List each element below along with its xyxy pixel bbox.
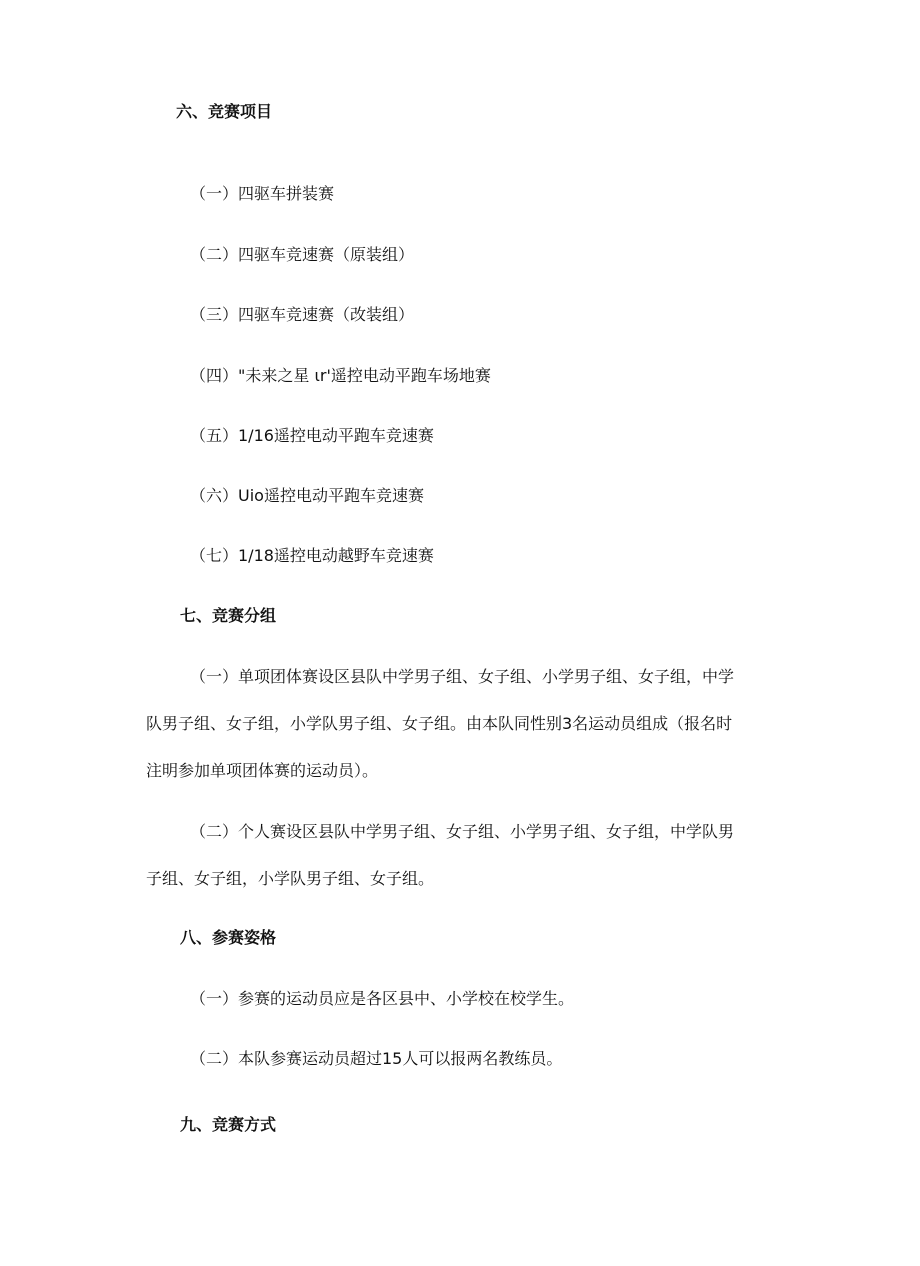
list-item: （五）1/16遥控电动平跑车竞速赛 xyxy=(190,426,434,445)
list-item: （四）"未来之星 ιr'遥控电动平跑车场地赛 xyxy=(190,366,491,385)
paragraph-line: （一）单项团体赛设区县队中学男子组、女子组、小学男子组、女子组，中学 xyxy=(190,667,735,686)
list-item: （六）Uio遥控电动平跑车竞速赛 xyxy=(190,486,424,505)
paragraph-line: 子组、女子组，小学队男子组、女子组。 xyxy=(146,869,435,888)
section-heading-nine: 九、竞赛方式 xyxy=(180,1115,277,1134)
list-item: （一）参赛的运动员应是各区县中、小学校在校学生。 xyxy=(190,989,575,1008)
list-item: （三）四驱车竞速赛（改装组） xyxy=(190,305,415,324)
section-heading-eight: 八、参赛姿格 xyxy=(180,928,277,947)
list-item: （一）四驱车拼装赛 xyxy=(190,184,335,203)
paragraph-line: 注明参加单项团体赛的运动员）。 xyxy=(146,761,379,780)
paragraph-line: 队男子组、女子组，小学队男子组、女子组。由本队同性别3名运动员组成（报名时 xyxy=(146,714,733,733)
list-item: （二）四驱车竞速赛（原装组） xyxy=(190,245,415,264)
list-item: （二）本队参赛运动员超过15人可以报两名教练员。 xyxy=(190,1049,563,1068)
paragraph-line: （二）个人赛设区县队中学男子组、女子组、小学男子组、女子组，中学队男 xyxy=(190,822,735,841)
list-item: （七）1/18遥控电动越野车竞速赛 xyxy=(190,546,434,565)
section-heading-seven: 七、竞赛分组 xyxy=(180,606,277,625)
section-heading-six: 六、竞赛项目 xyxy=(176,102,273,121)
